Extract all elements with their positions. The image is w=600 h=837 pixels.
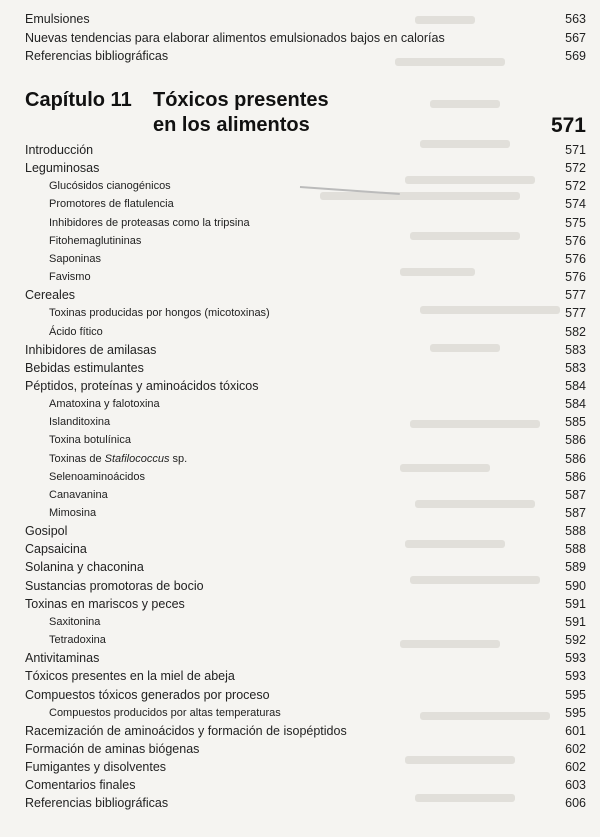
chapter-number: Capítulo 11 <box>25 89 132 111</box>
entry-page-number: 602 <box>565 742 586 756</box>
entry-title: Saxitonina <box>49 616 101 628</box>
entry-title: Formación de aminas biógenas <box>25 742 200 756</box>
chapter-title <box>153 88 403 138</box>
entry-page-number: 588 <box>565 524 586 538</box>
toc-subentry <box>0 486 600 504</box>
toc-subentry <box>0 413 600 431</box>
entry-title: Capsaicina <box>25 542 87 556</box>
entry-title: Cereales <box>25 288 76 302</box>
entry-title: Tóxicos presentes en la miel de abeja <box>25 669 235 683</box>
entry-title: Amatoxina y falotoxina <box>49 398 160 410</box>
entry-title-part: sp. <box>169 453 188 465</box>
toc-entry <box>0 377 600 395</box>
entry-title: Toxinas producidas por hongos (micotoxinas) <box>49 307 270 319</box>
entry-title: Antivitaminas <box>25 651 100 665</box>
entry-title: Ácido fítico <box>49 326 103 338</box>
toc-subentry <box>0 250 600 268</box>
entry-page-number: 576 <box>565 270 586 284</box>
toc-subentry <box>0 177 600 195</box>
entry-page-number: 586 <box>565 452 586 466</box>
toc-subentry <box>0 195 600 213</box>
toc-entry <box>0 722 600 740</box>
entry-title: Péptidos, proteínas y aminoácidos tóxicos <box>25 379 259 393</box>
entry-page-number: 577 <box>565 288 586 302</box>
toc-entry <box>0 758 600 776</box>
toc-subentry <box>0 232 600 250</box>
toc-subentry <box>0 631 600 649</box>
entry-title: Referencias bibliográficas <box>25 796 169 810</box>
toc-entry <box>0 159 600 177</box>
entry-title: Tetradoxina <box>49 634 106 646</box>
entry-title: Nuevas tendencias para elaborar alimentos emulsionados bajos en calorías <box>25 31 445 45</box>
entry-page-number: 587 <box>565 488 586 502</box>
entry-page-number: 576 <box>565 234 586 248</box>
entry-page-number: 591 <box>565 615 586 629</box>
entry-title: Bebidas estimulantes <box>25 361 144 375</box>
toc-entry <box>0 794 600 812</box>
toc-entry <box>0 776 600 794</box>
entry-page-number: 602 <box>565 760 586 774</box>
toc-subentry <box>0 323 600 341</box>
entry-page-number: 577 <box>565 306 586 320</box>
entry-title <box>49 450 187 468</box>
toc-entry <box>0 558 600 576</box>
entry-page-number: 585 <box>565 415 586 429</box>
entry-title: Islanditoxina <box>49 416 111 428</box>
entry-page-number: 588 <box>565 542 586 556</box>
toc-subentry <box>0 468 600 486</box>
entry-title: Introducción <box>25 143 94 157</box>
toc-entry <box>0 740 600 758</box>
entry-page-number: 595 <box>565 706 586 720</box>
toc-entry <box>0 686 600 704</box>
toc-subentry <box>0 613 600 631</box>
entry-title: Favismo <box>49 271 91 283</box>
toc-subentry <box>0 450 600 468</box>
toc-entry <box>0 649 600 667</box>
entry-page-number: 576 <box>565 252 586 266</box>
entry-title-part: Toxinas de <box>49 453 105 465</box>
entry-page-number: 593 <box>565 651 586 665</box>
entry-page-number: 601 <box>565 724 586 738</box>
entry-title: Fitohemaglutininas <box>49 235 142 247</box>
entry-page-number: 593 <box>565 669 586 683</box>
entry-title: Toxina botulínica <box>49 434 131 446</box>
entry-title: Saponinas <box>49 253 101 265</box>
entry-title: Toxinas en mariscos y peces <box>25 597 185 611</box>
toc-subentry <box>0 395 600 413</box>
entry-page-number: 571 <box>565 143 586 157</box>
entry-title-italic: Stafilococcus <box>104 453 170 465</box>
toc-entry <box>0 29 600 47</box>
entry-page-number: 569 <box>565 49 586 63</box>
chapter-title-line-2: en los alimentos <box>153 114 310 136</box>
entry-title: Glucósidos cianogénicos <box>49 180 171 192</box>
entry-page-number: 584 <box>565 379 586 393</box>
toc-entry <box>0 47 600 65</box>
entry-page-number: 583 <box>565 361 586 375</box>
toc-subentry <box>0 268 600 286</box>
toc-entry <box>0 577 600 595</box>
entry-title: Canavanina <box>49 489 108 501</box>
entry-title: Compuestos producidos por altas temperaturas <box>49 707 281 719</box>
entry-title: Racemización de aminoácidos y formación de isopéptidos <box>25 724 347 738</box>
chapter-title-line-1: Tóxicos presentes <box>153 89 329 111</box>
entry-page-number: 572 <box>565 161 586 175</box>
entry-title: Comentarios finales <box>25 778 136 792</box>
entry-title: Emulsiones <box>25 12 90 26</box>
entry-page-number: 603 <box>565 778 586 792</box>
entry-page-number: 567 <box>565 31 586 45</box>
entry-title: Selenoaminoácidos <box>49 471 146 483</box>
toc-entry <box>0 667 600 685</box>
entry-title: Sustancias promotoras de bocio <box>25 579 204 593</box>
entry-page-number: 592 <box>565 633 586 647</box>
entry-page-number: 575 <box>565 216 586 230</box>
toc-entry <box>0 10 600 28</box>
entry-page-number: 583 <box>565 343 586 357</box>
entry-page-number: 589 <box>565 560 586 574</box>
toc-subentry <box>0 304 600 322</box>
toc-entry <box>0 359 600 377</box>
entry-page-number: 563 <box>565 12 586 26</box>
entry-page-number: 595 <box>565 688 586 702</box>
toc-subentry <box>0 504 600 522</box>
entry-page-number: 572 <box>565 179 586 193</box>
entry-title: Inhibidores de amilasas <box>25 343 157 357</box>
toc-entry <box>0 341 600 359</box>
entry-title: Solanina y chaconina <box>25 560 144 574</box>
entry-page-number: 591 <box>565 597 586 611</box>
entry-title: Fumigantes y disolventes <box>25 760 167 774</box>
entry-title: Referencias bibliográficas <box>25 49 169 63</box>
entry-page-number: 606 <box>565 796 586 810</box>
toc-entry <box>0 522 600 540</box>
chapter-page-number: 571 <box>550 114 586 137</box>
entry-title: Gosipol <box>25 524 68 538</box>
toc-entry <box>0 540 600 558</box>
entry-page-number: 582 <box>565 325 586 339</box>
entry-page-number: 587 <box>565 506 586 520</box>
entry-title: Compuestos tóxicos generados por proceso <box>25 688 270 702</box>
toc-subentry <box>0 704 600 722</box>
entry-page-number: 586 <box>565 433 586 447</box>
toc-subentry <box>0 214 600 232</box>
entry-page-number: 574 <box>565 197 586 211</box>
entry-title: Mimosina <box>49 507 97 519</box>
entry-title: Promotores de flatulencia <box>49 198 174 210</box>
toc-entry <box>0 141 600 159</box>
entry-page-number: 584 <box>565 397 586 411</box>
toc-entry <box>0 286 600 304</box>
toc-subentry <box>0 431 600 449</box>
entry-page-number: 590 <box>565 579 586 593</box>
entry-page-number: 586 <box>565 470 586 484</box>
entry-title: Inhibidores de proteasas como la tripsina <box>49 217 250 229</box>
entry-title: Leguminosas <box>25 161 100 175</box>
toc-entry <box>0 595 600 613</box>
